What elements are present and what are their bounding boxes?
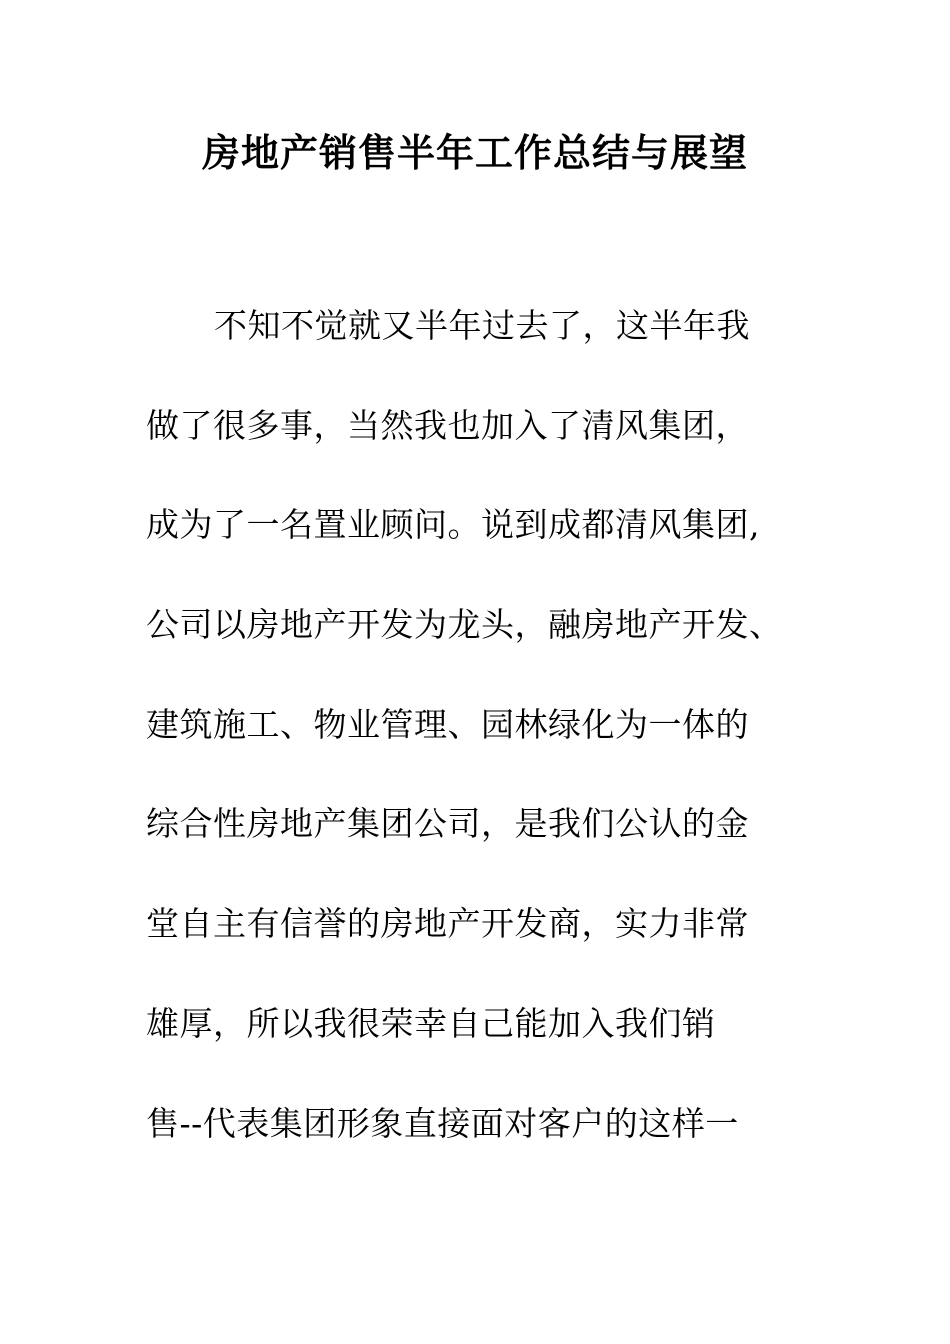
paragraph-line: 售--代表集团形象直接面对客户的这样一: [146, 1104, 739, 1143]
paragraph-line: 成为了一名置业顾问。说到成都清风集团,: [146, 505, 760, 544]
paragraph-line: 公司以房地产开发为龙头，融房地产开发、: [146, 605, 783, 644]
paragraph-line: 雄厚，所以我很荣幸自己能加入我们销: [146, 1004, 716, 1043]
paragraph-line: 堂自主有信誉的房地产开发商，实力非常: [146, 904, 749, 943]
paragraph-line: 建筑施工、物业管理、园林绿化为一体的: [146, 705, 749, 744]
paragraph-line: 做了很多事，当然我也加入了清风集团，: [146, 406, 749, 445]
document-title: 房地产销售半年工作总结与展望: [201, 131, 748, 175]
paragraph-line: 综合性房地产集团公司，是我们公认的金: [146, 804, 749, 843]
paragraph-line: 不知不觉就又半年过去了，这半年我: [214, 306, 750, 345]
